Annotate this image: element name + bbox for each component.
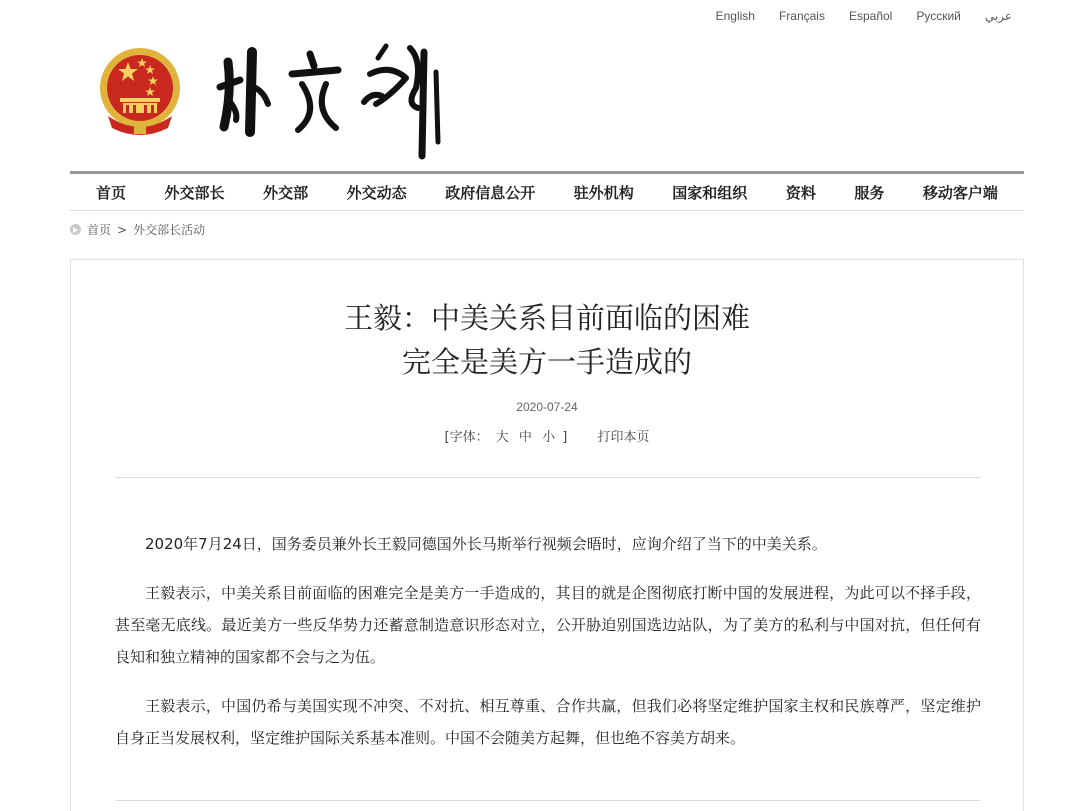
article-body xyxy=(115,528,981,771)
lang-french[interactable]: Français xyxy=(778,9,825,23)
article-paragraph: 2020年7月24日，国务委员兼外长王毅同德国外长马斯举行视频会晤时，应询介绍了当下的中美关系。 xyxy=(145,535,827,553)
print-page-button[interactable]: 打印本页 xyxy=(597,430,650,445)
article-title-line2: 完全是美方一手造成的 xyxy=(401,345,692,379)
nav-missions-abroad[interactable]: 驻外机构 xyxy=(573,183,634,202)
article-divider-bottom xyxy=(115,800,981,801)
lang-russian[interactable]: Русский xyxy=(916,9,961,23)
breadcrumb-home[interactable]: 首页 xyxy=(87,223,112,237)
lang-spanish[interactable]: Español xyxy=(848,9,893,23)
nav-countries-organizations[interactable]: 国家和组织 xyxy=(672,183,748,202)
main-nav xyxy=(70,171,1024,211)
article-title-line1: 王毅：中美关系目前面临的困难 xyxy=(343,301,750,335)
article-divider-top xyxy=(115,477,981,478)
article-title xyxy=(71,296,1023,384)
article-paragraph: 王毅表示，中美关系目前面临的困难完全是美方一手造成的，其目的就是企图彻底打断中国的发展进程，为此可以不择手段，甚至毫无底线。最近美方一些反华势力还蓄意制造意识形态对立，公开胁迫别国选边站队，为了美方的私利与中国对抗，但任何有良知和独立精神的国家都不会与之为伍。 xyxy=(115,584,981,666)
article-date: 2020-07-24 xyxy=(516,400,578,414)
article-container xyxy=(70,259,1024,811)
national-emblem-icon[interactable] xyxy=(98,46,182,136)
breadcrumb-arrow-icon xyxy=(70,224,81,235)
language-bar xyxy=(716,9,1012,23)
article-tools xyxy=(71,426,1023,445)
ministry-calligraphy-logo[interactable] xyxy=(210,32,470,162)
nav-resources[interactable]: 资料 xyxy=(785,183,816,202)
nav-ministry[interactable]: 外交部 xyxy=(263,183,309,202)
font-size-medium-button[interactable]: 中 xyxy=(518,430,532,445)
lang-arabic[interactable]: عربي xyxy=(984,9,1012,23)
font-size-label-open: [字体： xyxy=(444,430,489,445)
breadcrumb-section[interactable]: 外交部长活动 xyxy=(133,223,206,237)
breadcrumb-separator: > xyxy=(117,222,128,237)
font-size-label-close: ] xyxy=(562,430,568,445)
font-size-large-button[interactable]: 大 xyxy=(495,430,509,445)
nav-home[interactable]: 首页 xyxy=(96,183,127,202)
nav-mobile-client[interactable]: 移动客户端 xyxy=(922,183,998,202)
site-header xyxy=(70,30,1024,170)
nav-services[interactable]: 服务 xyxy=(854,183,885,202)
nav-government-info[interactable]: 政府信息公开 xyxy=(445,183,536,202)
nav-foreign-minister[interactable]: 外交部长 xyxy=(164,183,225,202)
nav-diplomatic-news[interactable]: 外交动态 xyxy=(346,183,407,202)
lang-english[interactable]: English xyxy=(715,9,755,23)
font-size-small-button[interactable]: 小 xyxy=(542,430,556,445)
article-paragraph: 王毅表示，中国仍希与美国实现不冲突、不对抗、相互尊重、合作共赢，但我们必将坚定维护国家主权和民族尊严，坚定维护自身正当发展权利，坚定维护国际关系基本准则。中国不会随美方起舞，但也绝不容美方胡来。 xyxy=(115,697,981,747)
breadcrumb xyxy=(70,221,205,238)
